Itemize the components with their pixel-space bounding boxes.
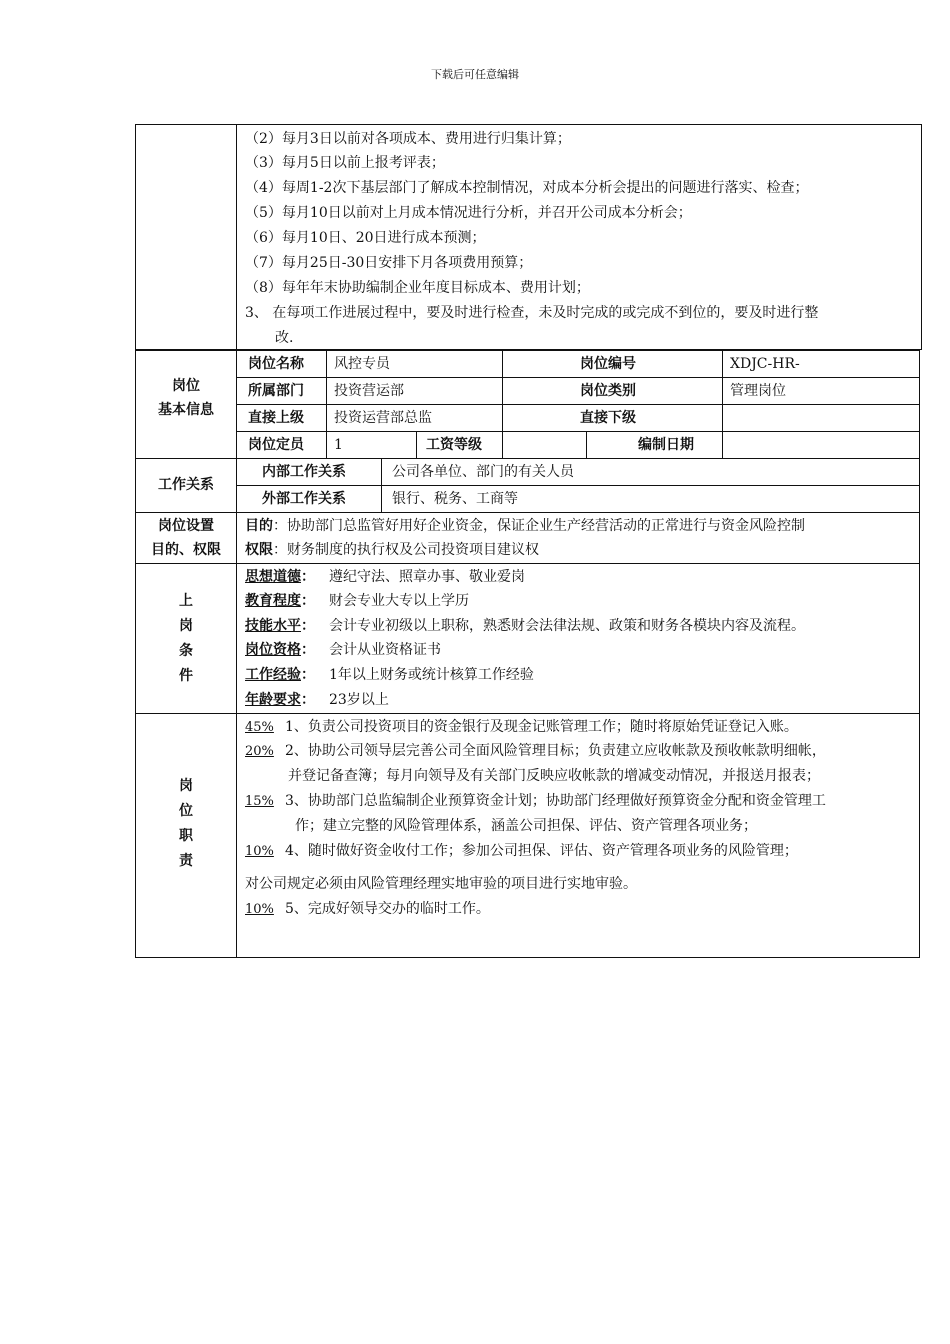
top-line-1: （2）每月3日以前对各项成本、费用进行归集计算； — [245, 131, 571, 147]
duty-item-continuation: 作；建立完整的风险管理体系，涵盖公司担保、评估、资产管理各项业务； — [295, 818, 757, 834]
goal-value: ：协助部门总监管好用好企业资金，保证企业生产经营活动的正常进行与资金风险控制 — [273, 518, 805, 534]
internal-relations-label: 内部工作关系 — [262, 464, 346, 480]
salary-label: 工资等级 — [426, 437, 482, 453]
top-line-3: （4）每周1-2次下基层部门了解成本控制情况，对成本分析会提出的问题进行落实、检查； — [245, 180, 809, 196]
duty-item: 10% 4、随时做好资金收付工作；参加公司担保、评估、资产管理各项业务的风险管理； — [245, 843, 798, 859]
req-title-char-3: 条 — [179, 643, 193, 659]
duty-title-char-2: 位 — [179, 803, 193, 819]
top-line-7: （8）每年年末协助编制企业年度目标成本、费用计划； — [245, 280, 590, 296]
req-title-char-4: 件 — [179, 668, 193, 684]
top-line-4: （5）每月10日以前对上月成本情况进行分析，并召开公司成本分析会； — [245, 205, 692, 221]
category-label: 岗位类别 — [580, 383, 636, 399]
superior-label: 直接上级 — [248, 410, 304, 426]
section-line — [135, 713, 920, 714]
purpose-goal — [245, 516, 805, 536]
duty-item: 15% 3、协助部门总监编制企业预算资金计划；协助部门经理做好预算资金分配和资金管理工 — [245, 793, 826, 809]
purpose-title-1: 岗位设置 — [158, 518, 214, 534]
row-line — [236, 431, 920, 432]
duty-item-continuation: 并登记备查簿；每月向领导及有关部门反映应收帐款的增减变动情况，并报送月报表； — [288, 768, 820, 784]
dept-value: 投资营运部 — [334, 383, 404, 399]
col-line — [381, 458, 382, 512]
duty-title-char-1: 岗 — [179, 778, 193, 794]
headcount-value: 1 — [334, 437, 343, 453]
top-divider — [236, 124, 237, 350]
basic-info-title-2: 基本信息 — [158, 402, 214, 418]
req-title-char-2: 岗 — [179, 618, 193, 634]
top-line-6: （7）每月25日-30日安排下月各项费用预算； — [245, 255, 533, 271]
duty-item-extra: 对公司规定必须由风险管理经理实地审验的项目进行实地审验。 — [245, 876, 637, 892]
goal-label: 目的 — [245, 518, 273, 534]
col-line — [502, 431, 503, 458]
col-line — [586, 431, 587, 458]
post-name-label: 岗位名称 — [248, 356, 304, 372]
section-line — [135, 458, 920, 459]
req-item: 思想道德： 遵纪守法、照章办事、敬业爱岗 — [245, 569, 525, 585]
duty-item: 45% 1、负责公司投资项目的资金银行及现金记账管理工作；随时将原始凭证登记入账。 — [245, 719, 798, 735]
req-item: 教育程度： 财会专业大专以上学历 — [245, 593, 469, 609]
category-value: 管理岗位 — [730, 383, 786, 399]
section-line — [135, 512, 920, 513]
subordinate-label: 直接下级 — [580, 410, 636, 426]
superior-value: 投资运营部总监 — [334, 410, 432, 426]
duty-item: 20% 2、协助公司领导层完善公司全面风险管理目标；负责建立应收帐款及预收帐款明细帐， — [245, 743, 826, 759]
req-item: 工作经验： 1年以上财务或统计核算工作经验 — [245, 667, 534, 683]
purpose-title-2: 目的、权限 — [151, 542, 221, 558]
col-line — [326, 350, 327, 458]
dept-label: 所属部门 — [248, 383, 304, 399]
authority-value: ：财务制度的执行权及公司投资项目建议权 — [273, 542, 539, 558]
duty-title-char-3: 职 — [179, 828, 193, 844]
external-relations-value: 银行、税务、工商等 — [392, 491, 518, 507]
post-name-value: 风控专员 — [334, 356, 390, 372]
row-line — [236, 485, 920, 486]
basic-info-title-1: 岗位 — [172, 378, 200, 394]
top-line-2: （3）每月5日以前上报考评表； — [245, 155, 445, 171]
duty-title-char-4: 责 — [179, 853, 193, 869]
top-line-5: （6）每月10日、20日进行成本预测； — [245, 230, 486, 246]
relations-title: 工作关系 — [158, 477, 214, 493]
section-line — [135, 563, 920, 564]
page-header: 下载后可任意编辑 — [431, 68, 519, 81]
req-item: 年龄要求： 23岁以上 — [245, 692, 389, 708]
col-line — [722, 350, 723, 458]
date-label: 编制日期 — [638, 437, 694, 453]
label-column-divider — [236, 350, 237, 958]
duty-item: 10% 5、完成好领导交办的临时工作。 — [245, 901, 490, 917]
headcount-label: 岗位定员 — [248, 437, 304, 453]
purpose-authority — [245, 540, 539, 560]
req-item: 技能水平： 会计专业初级以上职称，熟悉财会法律法规、政策和财务各模块内容及流程。 — [245, 618, 805, 634]
req-title-char-1: 上 — [179, 593, 193, 609]
internal-relations-value: 公司各单位、部门的有关人员 — [392, 464, 574, 480]
external-relations-label: 外部工作关系 — [262, 491, 346, 507]
row-line — [236, 404, 920, 405]
post-no-value: XDJC-HR- — [730, 356, 800, 372]
top-line-9: 改. — [275, 330, 294, 346]
col-line — [416, 431, 417, 458]
post-no-label: 岗位编号 — [580, 356, 636, 372]
req-item: 岗位资格： 会计从业资格证书 — [245, 642, 441, 658]
top-line-8: 3、 在每项工作进展过程中，要及时进行检查，未及时完成的或完成不到位的，要及时进行整 — [245, 305, 819, 321]
row-line — [236, 377, 920, 378]
col-line — [502, 350, 503, 431]
authority-label: 权限 — [245, 542, 273, 558]
